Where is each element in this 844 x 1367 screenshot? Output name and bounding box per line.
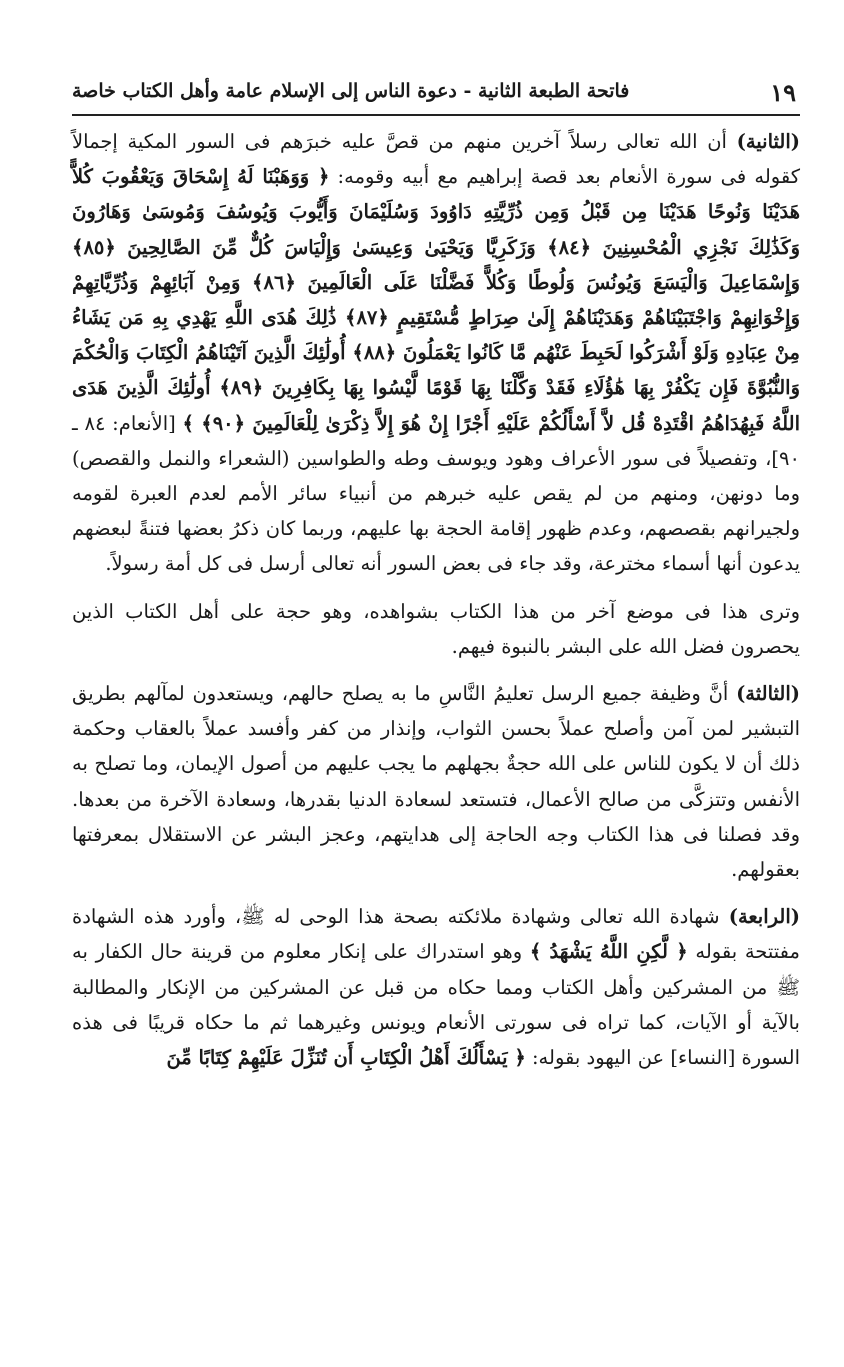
paragraph-label: (الثالثة) [736,682,800,706]
paragraph-text: [الأنعام: ٨٤ ـ ٩٠]، وتفصيلاً فى سور الأعراف وهود ويوسف وطه والطواسين (الشعراء والنمل والقصص) وما دونهن، ومنهم من لم يقص عليه خبرهم من أنبياء سائر الأمم لعدم العبرة لقومه ولجيرانهم بقصصهم، وعدم ظهور إقامة الحجة بها عليهم، وربما كان ذكرُ بعضها فتنةً لبعضهم يدعون أنها أسماء مخترعة، وقد جاء فى بعض السور أنه تعالى أرسل فى كل أمة رسولاً. [72,411,800,576]
paragraph-note [72,594,800,664]
paragraph-label: (الرابعة) [728,905,800,929]
paragraph-text: أنَّ وظيفة جميع الرسل تعليمُ النَّاسِ ما به يصلح حالهم، ويستعدون لمآلهم بطريق التبشير لمن آمن وأصلح عملاً بحسن الثواب، وإنذار من كفر وأفسد عملاً بالعقاب وحكمة ذلك أن لا يكون للناس على الله حجةٌ بجهلهم ما يجب عليهم من أصول الإيمان، وما تصلح به الأنفس وتتزكَّى من صالح الأعمال، فتستعد لسعادة الدنيا بقدرها، وسعادة الآخرة من بعدها. وقد فصلنا فى هذا الكتاب وجه الحاجة إلى هدايتهم، وعجز البشر عن الاستقلال بمعرفتها بعقولهم. [72,682,800,882]
quran-verse: ﴿ لَّكِنِ اللَّهُ يَشْهَدُ ﴾ [529,940,688,964]
paragraph-label: (الثانية) [736,130,800,153]
running-title: فاتحة الطبعة الثانية - دعوة الناس إلى الإسلام عامة وأهل الكتاب خاصة [72,80,630,102]
quran-verse: ﴿ يَسْأَلُكَ أَهْلُ الْكِتَابِ أَن تُنَزِّلَ عَلَيْهِمْ كِتَابًا مِّنَ [166,1046,526,1070]
paragraph-second [72,124,800,582]
paragraph-fourth [72,899,800,1075]
page-header [72,74,800,116]
paragraph-text: شهادة الله تعالى وشهادة ملائكته بصحة هذا الوحى له ﷺ، وأورد هذه الشهادة مفتتحة بقوله [72,905,800,964]
paragraph-text: وهو استدراك على إنكار معلوم من قرينة حال الكفار به ﷺ من المشركين وأهل الكتاب ومما حكاه من قبل عن المشركين من الإنكار والمطالبة بالآية أو الآيات، كما تراه فى سورتى الأنعام ويونس وغيرهما ثم ما حكاه قريبًا فى هذه السورة [النساء] عن اليهود بقوله: [72,940,800,1070]
page-number: ١٩ [770,78,796,107]
paragraph-text: وترى هذا فى موضع آخر من هذا الكتاب بشواهده، وهو حجة على أهل الكتاب الذين يحصرون فضل الله على البشر بالنبوة فيهم. [72,599,800,658]
paragraph-text: أن الله تعالى رسلاً آخرين منهم من قصَّ عليه خبرَهم فى السور المكية إجمالاً كقوله فى سورة الأنعام بعد قصة إبراهيم مع أبيه وقومه: [72,130,800,189]
paragraph-third [72,676,800,887]
quran-verse: ﴿ وَوَهَبْنَا لَهُ إِسْحَاقَ وَيَعْقُوبَ كُلاًّ هَدَيْنَا وَنُوحًا هَدَيْنَا مِن قَبْلُ وَمِن ذُرِّيَّتِهِ دَاوُودَ وَسُلَيْمَانَ وَأَيُّوبَ وَيُوسُفَ وَمُوسَىٰ وَهَارُونَ وَكَذَٰلِكَ نَجْزِي الْمُحْسِنِينَ ﴿٨٤﴾ وَزَكَرِيَّا وَيَحْيَىٰ وَعِيسَىٰ وَإِلْيَاسَ كُلٌّ مِّنَ الصَّالِحِينَ ﴿٨٥﴾ وَإِسْمَاعِيلَ وَالْيَسَعَ وَيُونُسَ وَلُوطًا وَكُلاًّ فَضَّلْنَا عَلَى الْعَالَمِينَ ﴿٨٦﴾ وَمِنْ آبَائِهِمْ وَذُرِّيَّاتِهِمْ وَإِخْوَانِهِمْ وَاجْتَبَيْنَاهُمْ وَهَدَيْنَاهُمْ إِلَىٰ صِرَاطٍ مُّسْتَقِيمٍ ﴿٨٧﴾ ذَٰلِكَ هُدَى اللَّهِ يَهْدِي بِهِ مَن يَشَاءُ مِنْ عِبَادِهِ وَلَوْ أَشْرَكُوا لَحَبِطَ عَنْهُم مَّا كَانُوا يَعْمَلُونَ ﴿٨٨﴾ أُولَٰئِكَ الَّذِينَ آتَيْنَاهُمُ الْكِتَابَ وَالْحُكْمَ وَالنُّبُوَّةَ فَإِن يَكْفُرْ بِهَا هَٰؤُلَاءِ فَقَدْ وَكَّلْنَا بِهَا قَوْمًا لَّيْسُوا بِهَا بِكَافِرِينَ ﴿٨٩﴾ أُولَٰئِكَ الَّذِينَ هَدَى اللَّهُ فَبِهُدَاهُمُ اقْتَدِهْ قُل لاَّ أَسْأَلُكُمْ عَلَيْهِ أَجْرًا إِنْ هُوَ إِلاَّ ذِكْرَىٰ لِلْعَالَمِينَ ﴿٩٠﴾ ﴾ [72,165,800,435]
page-body [72,124,800,1075]
